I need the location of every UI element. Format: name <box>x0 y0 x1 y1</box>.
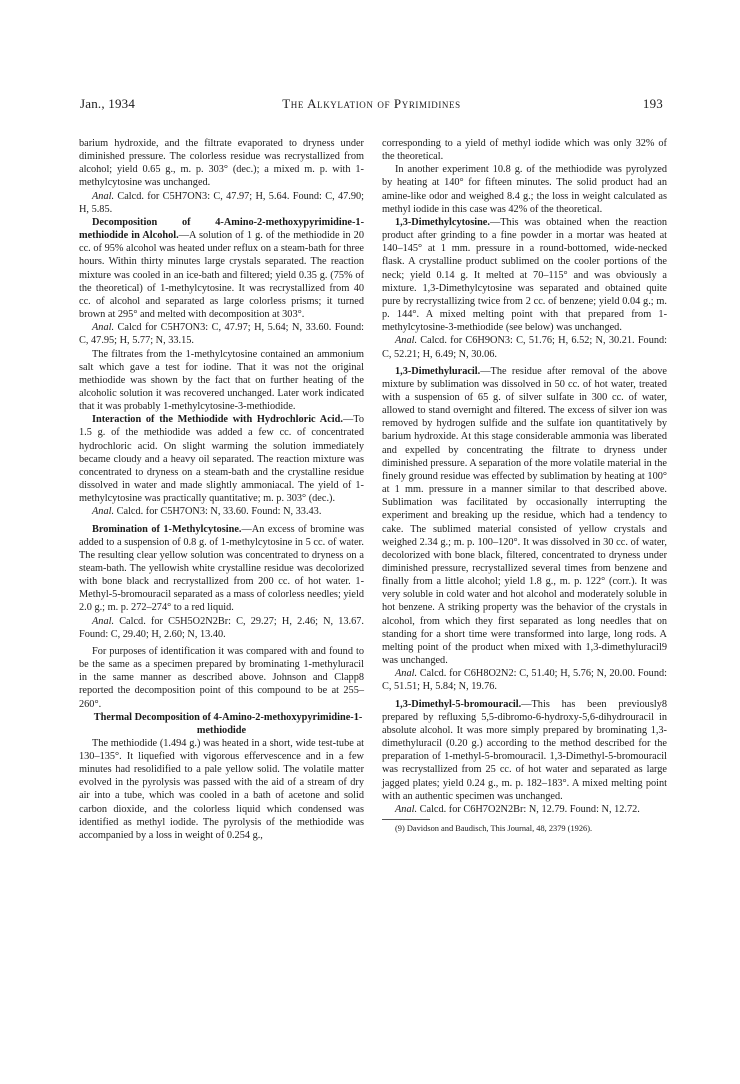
header-date: Jan., 1934 <box>80 96 136 111</box>
paragraph: The methiodide (1.494 g.) was heated in a short, wide test-tube at 130–135°. It liquefied with vigorous effervescence and in a few minutes had resolidified to a pale yellow solid. The volatile matter evolved in the pyrolysis was passed with the aid of a stream of dry air into a tube, which was cooled in a bath of acetone and solid carbon dioxide, and the colorless liquid which condensed was identified as methyl iodide. The pyrolysis of the methiodide was accompanied by a loss in weight of 0.254 g., <box>79 737 364 841</box>
analysis-paragraph: Anal. Calcd. for C5H7ON3: C, 47.97; H, 5.64. Found: C, 47.90; H, 5.85. <box>79 190 365 215</box>
paragraph: barium hydroxide, and the filtrate evaporated to dryness under diminished pressure. The colorless residue was recrystallized from alcohol; yield 0.65 g., m. p. 303° (dec.); a mixed m. p. with 1-methylcytosine was unchanged. <box>79 138 364 189</box>
run-in-heading: 1,3-Dimethylcytosine. <box>395 216 490 228</box>
analysis-paragraph: Anal. Calcd. for C6H7O2N2Br: N, 12.79. Found: N, 12.72. <box>395 803 640 815</box>
paragraph: Bromination of 1-Methylcytosine.—An excess of bromine was added to a suspension of 0.8 g. of 1-methylcytosine in 5 cc. of water. The resulting clear yellow solution was concentrated to dryness on a steam-bath. The yellowish white crystalline residue was decolorized with bone black and recrystallized from 200 cc. of hot water. 1-Methyl-5-bromouracil separated as a mass of colorless needles; yield 2.0 g.; m. p. 272–274° to a red liquid. <box>79 523 364 614</box>
analysis-paragraph: Anal. Calcd. for C6H9ON3: C, 51.76; H, 6.52; N, 30.21. Found: C, 52.21; H, 6.49; N, 30.06. <box>382 335 667 360</box>
running-header <box>80 96 663 118</box>
section-heading: Thermal Decomposition of 4-Amino-2-methoxypyrimidine-1-methiodide <box>93 711 363 736</box>
header-title: The Alkylation of Pyrimidines <box>282 96 461 111</box>
analysis-paragraph: Anal. Calcd. for C5H7ON3: N, 33.60. Found: N, 33.43. <box>92 506 322 518</box>
right-column <box>382 137 667 834</box>
page-number: 193 <box>642 96 663 111</box>
run-in-heading: Interaction of the Methiodide with Hydrochloric Acid. <box>92 414 343 426</box>
analysis-paragraph: Anal. Calcd for C5H7ON3: C, 47.97; H, 5.64; N, 33.60. Found: C, 47.95; H, 5.77; N, 33.15. <box>79 322 364 347</box>
paragraph: Interaction of the Methiodide with Hydrochloric Acid.—To 1.5 g. of the methiodide was added a few cc. of concentrated hydrochloric acid. On slight warming the solution immediately became cloudy and a heavy oil separated. The reaction mixture was concentrated to dryness on a steam-bath and the crystalline residue dissolved in water and made slightly ammoniacal. The yield of 1-methylcytosine was practically quantitative; m. p. 303° (dec.). <box>79 414 364 505</box>
footnote-rule <box>382 819 430 820</box>
paragraph: 1,3-Dimethylcytosine.—This was obtained when the reaction product after grinding to a fine powder in a mortar was heated at 140–145° at 1 mm. pressure in a round-bottomed, wide-necked flask. A crystalline product sublimed on the cooler portions of the neck; yield 0.14 g. It melted at 70–115° and was obviously a mixture. 1,3-Dimethylcytosine was separated and obtained quite pure by recrystallizing twice from 2 cc. of benzene; yield 0.04 g.; m. p. 144°. A mixed melting point with that prepared from 1-methylcytosine-3-methiodide (see below) was unchanged. <box>382 216 667 334</box>
paragraph: corresponding to a yield of methyl iodide which was only 32% of the theoretical. <box>382 138 667 163</box>
paragraph: Decomposition of 4-Amino-2-methoxypyrimidine-1-methiodide in Alcohol.—A solution of 1 g. of the methiodide in 20 cc. of 95% alcohol was heated under reflux on a steam-bath for three hours. Within thirty minutes large crystals separated. The reaction mixture was cooled in an ice-bath and filtered; yield 0.35 g. (75% of the theoretical) of 1-methylcytosine. It was recrystallized from 40 cc. of alcohol and separated as large colorless prisms; it turned brown at 295° and melted with decomposition at 303°. <box>79 216 364 321</box>
run-in-heading: 1,3-Dimethyl-5-bromouracil. <box>395 698 522 710</box>
run-in-heading: Bromination of 1-Methylcytosine. <box>92 523 242 535</box>
paragraph: In another experiment 10.8 g. of the methiodide was pyrolyzed by heating at 140° for fifteen minutes. The solid product had an amine-like odor and weighed 8.4 g.; the loss in weight calculated as methyl iodide in this case was 42% of the theoretical. <box>382 164 667 215</box>
paragraph: The filtrates from the 1-methylcytosine contained an ammonium salt which gave a test for iodine. That it was not the original methiodide was shown by the fact that on further heating of the alcoholic solution it was recovered unchanged. Later work indicated that it was probably 1-methylcytosine-3-methiodide. <box>79 348 364 413</box>
paragraph: 1,3-Dimethyluracil.—The residue after removal of the above mixture by sublimation was dissolved in 50 cc. of hot water, treated with a suspension of 65 g. of silver sulfate in 300 cc. of water, allowed to stand overnight and filtered. The excess of silver ion was removed by hydrogen sulfide and the sulfate ion quantitatively by barium hydroxide. At this stage considerable ammonia was liberated and expelled by concentrating the filtrate to dryness under diminished pressure. A separation of the more volatile material in the finely ground residue was effected by sublimation by heating at 100° at 1 mm. pressure in a manner similar to that described above. Sublimation was facilitated by occasionally interrupting the experiment and breaking up the residue, which had a tendency to cake. The sublimed material consisted of yellow crystals and weighed 2.34 g.; m. p. 100–120°. It was dissolved in 30 cc. of water, decolorized with bone black, filtered, concentrated to dryness under diminished pressure, recrystallized several times from benzene and finally from a little alcohol; yield 1.8 g., m. p. 122° (corr.). It was very soluble in cold water and hot alcohol and moderately soluble in hot benzene. A striking property was the behavior of the crystals in alcohol, from which they first separated as long needles that on standing for a short time were transformed into large, long rods. A melting point of the product when mixed with 1,3-dimethyluracil9 was unchanged. <box>382 365 667 667</box>
analysis-paragraph: Anal. Calcd. for C6H8O2N2: C, 51.40; H, 5.76; N, 20.00. Found: C, 51.51; H, 5.84; N, 19.76. <box>382 668 667 693</box>
analysis-paragraph: Anal. Calcd. for C5H5O2N2Br: C, 29.27; H, 2.46; N, 13.67. Found: C, 29.40; H, 2.60; N, 13.40. <box>79 615 365 640</box>
paragraph: 1,3-Dimethyl-5-bromouracil.—This has been previously8 prepared by refluxing 5,5-dibromo-6-hydroxy-5,6-dihydrouracil in absolute alcohol. It was more simply prepared by brominating 1,3-dimethyluracil (0.20 g.) according to the method described for the preparation of 1-methyl-5-bromouracil. 1,3-Dimethyl-5-bromouracil was recrystallized from 25 cc. of hot water and separated as large jagged plates; yield 0.24 g., m. p. 182–183°. A mixed melting point with an authentic specimen was unchanged. <box>382 698 667 802</box>
run-in-heading: 1,3-Dimethyluracil. <box>395 365 481 377</box>
run-in-heading: Decomposition of 4-Amino-2-methoxypyrimidine-1-methiodide in Alcohol. <box>79 216 364 242</box>
paragraph: For purposes of identification it was compared with and found to be the same as a specimen prepared by brominating 1-methyluracil in the same manner as described above. Johnson and Clapp8 reported the decomposition point of this compound to be at 255–260°. <box>79 645 364 710</box>
left-column <box>79 137 364 842</box>
footnote: (9) Davidson and Baudisch, This Journal, 48, 2379 (1926). <box>395 823 593 833</box>
